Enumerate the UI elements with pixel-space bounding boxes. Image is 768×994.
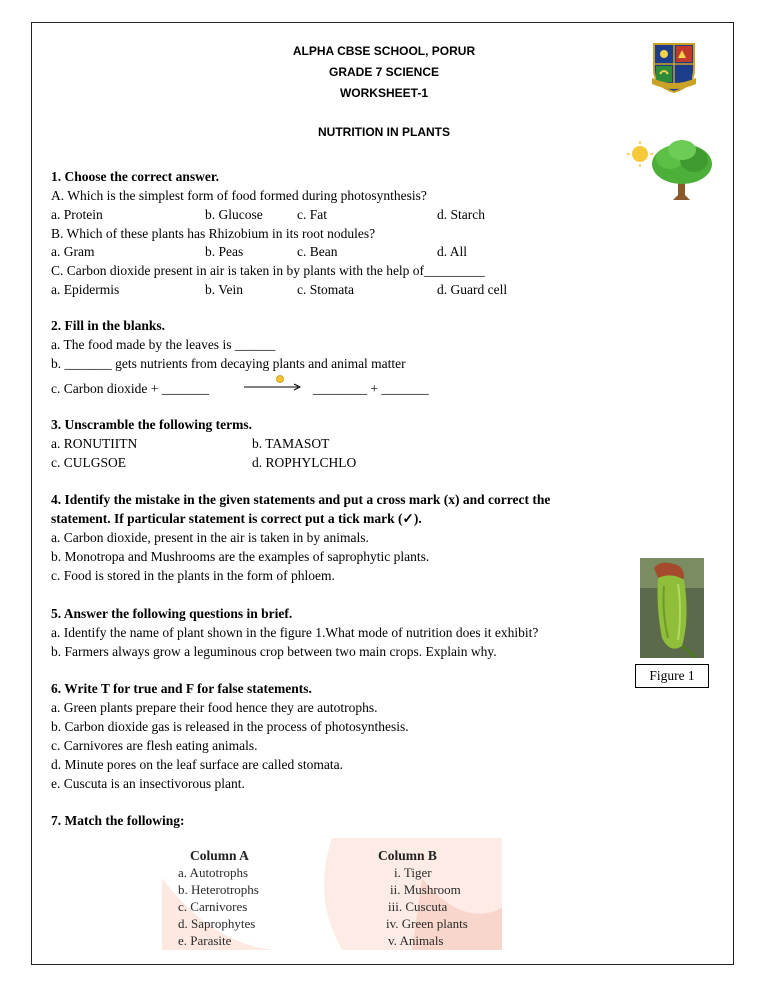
match-col-b-item: iv. Green plants (386, 916, 468, 931)
grade-title: GRADE 7 SCIENCE (328, 65, 440, 79)
worksheet-title: WORKSHEET-1 (339, 86, 428, 100)
q1-c-question: C. Carbon dioxide present in air is taken in by plants with the help of_________ (51, 263, 485, 278)
q1-a-option-3: c. Fat (297, 207, 327, 222)
match-col-b-item: iii. Cuscuta (388, 899, 448, 914)
q2-c-right: ________ + _______ (313, 381, 429, 396)
school-name: ALPHA CBSE SCHOOL, PORUR (292, 44, 476, 58)
match-col-a-header: Column A (190, 848, 249, 863)
q4-a: a. Carbon dioxide, present in the air is taken in by animals. (51, 530, 369, 545)
q4-c: c. Food is stored in the plants in the form of phloem. (51, 568, 335, 583)
match-col-a-item: e. Parasite (178, 933, 232, 948)
q1-b-option-3: c. Bean (297, 244, 338, 259)
tree-sun-illustration-icon (626, 138, 718, 208)
q1-b-option-4: d. All (437, 244, 468, 259)
match-col-b-item: ii. Mushroom (390, 882, 461, 897)
q4-title-line1: 4. Identify the mistake in the given statements and put a cross mark (x) and correct the (51, 492, 551, 507)
q1-c-option-3: c. Stomata (297, 282, 354, 297)
q3-item-a: a. RONUTIITN (51, 436, 138, 451)
pitcher-plant-figure-icon (640, 558, 704, 658)
q1-b-option-1: a. Gram (51, 244, 95, 259)
q3-item-c: c. CULGSOE (51, 455, 126, 470)
q6-title: 6. Write T for true and F for false statements. (51, 681, 312, 696)
q6-item-d: d. Minute pores on the leaf surface are called stomata. (51, 757, 344, 772)
q3-item-b: b. TAMASOT (252, 436, 330, 451)
q7-title: 7. Match the following: (51, 813, 185, 828)
q1-a-question: A. Which is the simplest form of food formed during photosynthesis? (51, 188, 427, 203)
q1-b-question: B. Which of these plants has Rhizobium in its root nodules? (51, 226, 376, 241)
q5-b: b. Farmers always grow a leguminous crop between two main crops. Explain why. (51, 644, 497, 659)
q4-b: b. Monotropa and Mushrooms are the examples of saprophytic plants. (51, 549, 430, 564)
q6-item-a: a. Green plants prepare their food hence they are autotrophs. (51, 700, 378, 715)
q2-title: 2. Fill in the blanks. (51, 318, 166, 333)
match-col-a-item: d. Saprophytes (178, 916, 256, 931)
q1-a-option-4: d. Starch (437, 207, 485, 222)
q1-c-option-2: b. Vein (205, 282, 244, 297)
school-logo-icon (648, 40, 700, 94)
figure-1-label: Figure 1 (635, 664, 709, 688)
q3-title: 3. Unscramble the following terms. (51, 417, 252, 432)
q1-a-option-1: a. Protein (51, 207, 103, 222)
q4-title-line2: statement. If particular statement is correct put a tick mark (✓). (51, 511, 422, 526)
q1-c-option-4: d. Guard cell (437, 282, 508, 297)
match-table (162, 838, 502, 950)
q1-title: 1. Choose the correct answer. (51, 169, 219, 184)
sunlight-arrow-icon (242, 375, 302, 391)
match-col-b-item: i. Tiger (394, 865, 432, 880)
match-col-a-item: a. Autotrophs (178, 865, 249, 880)
q2-c-left: c. Carbon dioxide + _______ (51, 381, 209, 396)
q3-item-d: d. ROPHYLCHLO (252, 455, 357, 470)
q1-b-option-2: b. Peas (205, 244, 244, 259)
q5-title: 5. Answer the following questions in brief. (51, 606, 293, 621)
q6-item-c: c. Carnivores are flesh eating animals. (51, 738, 258, 753)
q2-b: b. _______ gets nutrients from decaying plants and animal matter (51, 356, 406, 371)
q5-a: a. Identify the name of plant shown in the figure 1.What mode of nutrition does it exhibit? (51, 625, 539, 640)
q6-item-e: e. Cuscuta is an insectivorous plant. (51, 776, 245, 791)
q2-a: a. The food made by the leaves is ______ (51, 337, 276, 352)
q1-c-option-1: a. Epidermis (51, 282, 120, 297)
match-col-b-item: v. Animals (388, 933, 444, 948)
match-col-a-item: b. Heterotrophs (178, 882, 259, 897)
q1-a-option-2: b. Glucose (205, 207, 263, 222)
match-col-a-item: c. Carnivores (178, 899, 248, 914)
q6-item-b: b. Carbon dioxide gas is released in the process of photosynthesis. (51, 719, 409, 734)
match-col-b-header: Column B (378, 848, 437, 863)
topic-title: NUTRITION IN PLANTS (318, 125, 450, 139)
